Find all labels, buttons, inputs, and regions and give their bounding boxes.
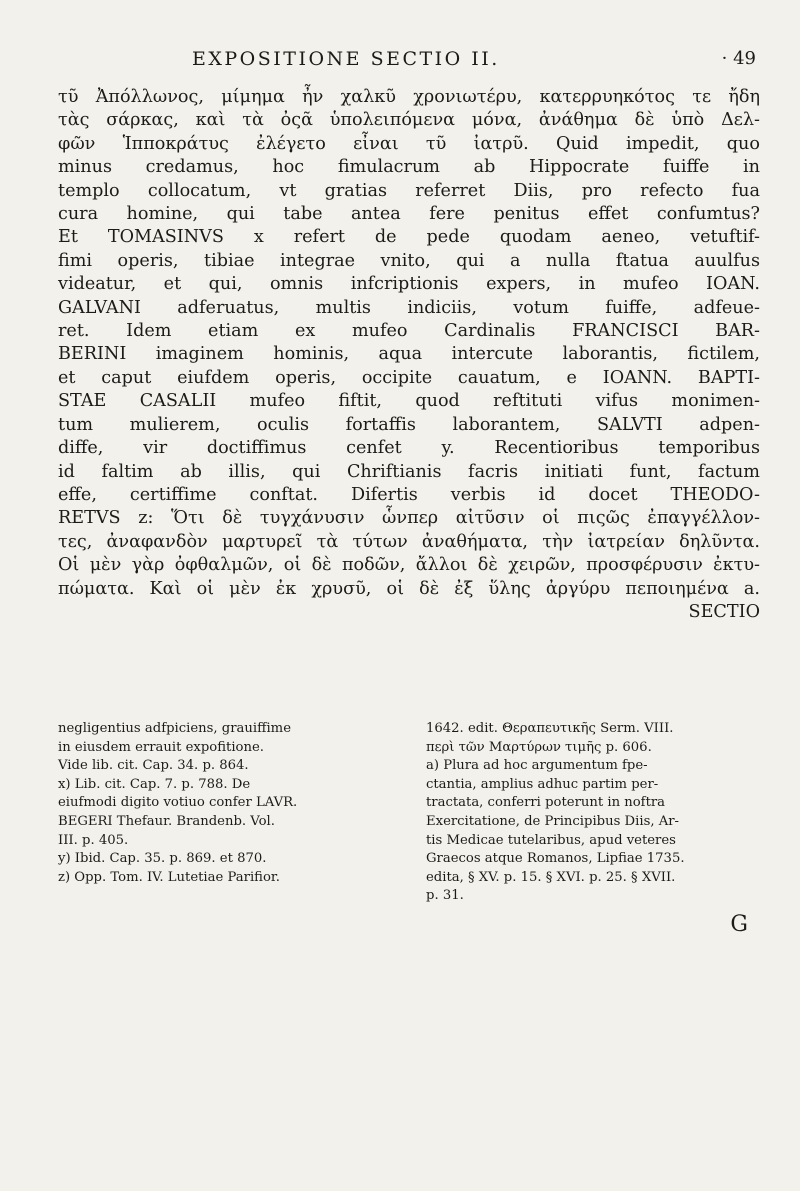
text-line: fimi operis, tibiae integrae vnito, qui a nulla ftatua auulfus [58,250,760,271]
footnote-line: in eiusdem errauit expofitione. [58,739,264,755]
footnote-line: y) Ibid. Cap. 35. p. 869. et 870. [58,851,267,867]
text-line: cura homine, qui tabe antea fere penitus effet confumtus? [58,204,760,225]
footnote-line: edita, § XV. p. 15. § XVI. p. 25. § XVII. [426,869,676,885]
footnote-line: x) Lib. cit. Cap. 7. p. 788. De [58,776,251,792]
text-line: et caput eiufdem operis, occipite cauatum, e IOANN. BAPTI- [58,367,760,388]
footnote-line: BEGERI Thefaur. Brandenb. Vol. [58,813,275,829]
text-line: τες, ἀναφανδὸν μαρτυρεῖ τὰ τύτων ἀναθήματα, τὴν ἰατρείαν δηλῦντα. [58,531,760,552]
main-text-block [58,86,760,624]
footnote-line: III. p. 405. [58,832,129,848]
footnote-line: περὶ τῶν Μαρτύρων τιμῆς p. 606. [426,739,652,755]
text-line: videatur, et qui, omnis infcriptionis expers, in mufeo IOAN. [58,274,760,295]
footnote-line: eiufmodi digito votiuo confer LAVR. [58,795,298,811]
footnote-column-left [58,720,392,887]
footnote-line: p. 31. [426,888,464,904]
footnote-line: 1642. edit. Θεραπευτικῆς Serm. VIII. [426,721,674,736]
signature-mark: G [730,912,748,937]
text-line: πώματα. Καὶ οἱ μὲν ἐκ χρυσῦ, οἱ δὲ ἐξ ὕλης ἀργύρυ πεποιημένα a. [58,578,760,599]
text-line: Οἱ μὲν γὰρ ὀφθαλμῶν, οἱ δὲ ποδῶν, ἄλλοι δὲ χειρῶν, προσφέρυσιν ἐκτυ- [58,555,760,576]
footnote-line: z) Opp. Tom. IV. Lutetiae Parifior. [58,869,280,885]
footnote-line: Graecos atque Romanos, Lipfiae 1735. [426,851,685,867]
text-line: Et TOMASINVS x refert de pede quodam aeneo, vetuftif- [58,227,760,248]
footnote-line: Vide lib. cit. Cap. 34. p. 864. [58,758,249,774]
text-line: GALVANI adferuatus, multis indiciis, votum fuiffe, adfeue- [58,297,760,318]
text-line: templo collocatum, vt gratias referret Diis, pro refecto fua [58,180,760,201]
text-line: φῶν Ἱπποκράτυς ἐλέγετο εἶναι τῦ ἰατρῦ. Quid impedit, quo [58,133,760,154]
running-title: EXPOSITIONE SECTIO II. [192,48,500,70]
text-line: diffe, vir doctiffimus cenfet y. Recentioribus temporibus [58,438,760,459]
page-number: · 49 [721,48,756,69]
text-line: minus credamus, hoc fimulacrum ab Hippocrate fuiffe in [58,157,760,178]
text-line: STAE CASALII mufeo fiftit, quod reftituti vifus monimen- [58,391,760,412]
text-line: effe, certiffime conftat. Difertis verbis id docet THEODO- [58,484,760,505]
footnote-line: negligentius adfpiciens, grauiffime [58,721,291,736]
text-line: τῦ Ἀπόλλωνος, μίμημα ἦν χαλκῦ χρονιωτέρυ, κατερρυηκότος τε ἤδη [58,87,760,107]
text-line: id faltim ab illis, qui Chriftianis facris initiati funt, factum [58,461,760,482]
footnote-line: tractata, conferri poterunt in noftra [426,795,666,811]
text-line: RETVS z: Ὅτι δὲ τυγχάνυσιν ὧνπερ αἰτῦσιν οἱ πιςῶς ἐπαγγέλλον- [58,508,760,529]
footnote-line: Exercitatione, de Principibus Diis, Ar- [426,813,680,829]
footnote-line: a) Plura ad hoc argumentum fpe- [426,758,648,774]
footnote-column-right [426,720,760,906]
footnote-line: ctantia, amplius adhuc partim per- [426,776,659,792]
page-header [0,46,800,80]
footnote-line: tis Medicae tutelaribus, apud veteres [426,832,676,848]
catchword: SECTIO [688,601,760,622]
text-line: BERINI imaginem hominis, aqua intercute laborantis, fictilem, [58,344,760,365]
text-line: ret. Idem etiam ex mufeo Cardinalis FRANCISCI BAR- [58,321,760,342]
text-line: tum mulierem, oculis fortaffis laborantem, SALVTI adpen- [58,414,760,435]
text-line: τὰς σάρκας, καὶ τὰ ὀςᾶ ὑπολειπόμενα μόνα, ἀνάθημα δὲ ὑπὸ Δελ- [58,110,760,131]
